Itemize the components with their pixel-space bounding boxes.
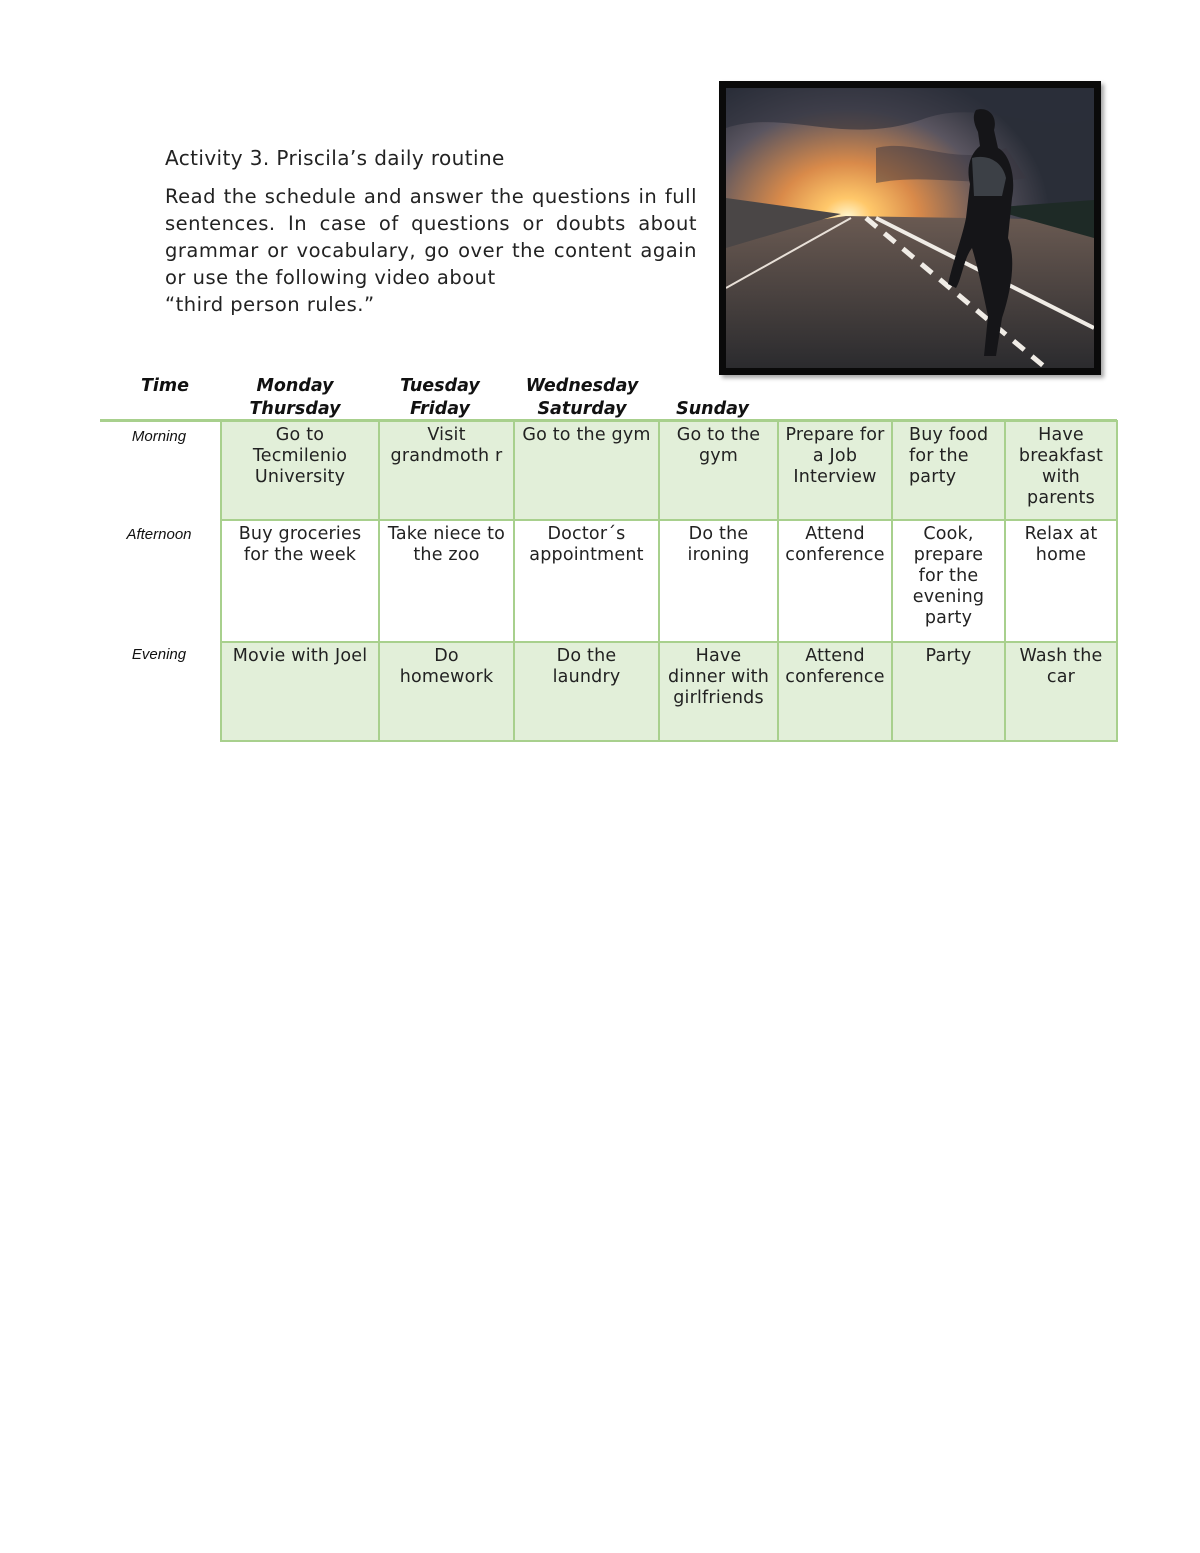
table-cell: Attend conference <box>778 642 892 741</box>
runner-sunset-image <box>726 88 1094 368</box>
table-cell: Buy groceries for the week <box>221 520 379 642</box>
table-cell: Have breakfast with parents <box>1005 421 1117 520</box>
header-col1-day2: Thursday <box>249 399 341 419</box>
row-label-afternoon: Afternoon <box>126 526 192 543</box>
table-row-afternoon <box>221 520 1117 642</box>
table-cell: Buy food for the party <box>892 421 1005 520</box>
table-cell: Prepare for a Job Interview <box>778 421 892 520</box>
table-cell: Have dinner with girlfriends <box>659 642 778 741</box>
table-row-evening <box>221 642 1117 741</box>
header-col2-day1: Tuesday <box>400 376 480 396</box>
header-col1-day1: Monday <box>256 376 334 396</box>
row-label-morning: Morning <box>131 428 187 445</box>
header-col4-day: Sunday <box>676 399 749 419</box>
table-cell: Do the ironing <box>659 520 778 642</box>
header-col3-day1: Wednesday <box>525 376 639 396</box>
activity-instructions <box>165 183 697 318</box>
runner-photo <box>719 81 1101 375</box>
instructions-text: Read the schedule and answer the questions in full sentences. In case of questions or doubts about grammar or vocabulary, go over the content again or use the following video about <box>165 185 697 289</box>
instructions-end: “third person rules.” <box>165 293 375 316</box>
table-cell: Party <box>892 642 1005 741</box>
header-col3-day2: Saturday <box>537 399 627 419</box>
table-cell: Doctor´s appointment <box>514 520 659 642</box>
table-cell: Movie with Joel <box>221 642 379 741</box>
table-cell: Relax at home <box>1005 520 1117 642</box>
table-cell: Attend conference <box>778 520 892 642</box>
table-cell: Do the laundry <box>514 642 659 741</box>
table-cell: Do homework <box>379 642 514 741</box>
header-time: Time <box>140 376 190 396</box>
table-cell: Go to the gym <box>659 421 778 520</box>
table-row-morning <box>221 421 1117 520</box>
table-cell: Go to the gym <box>514 421 659 520</box>
schedule-table <box>220 420 1118 742</box>
table-cell: Wash the car <box>1005 642 1117 741</box>
header-col2-day2: Friday <box>410 399 470 419</box>
table-cell: Visit grandmoth r <box>379 421 514 520</box>
activity-title: Activity 3. Priscila’s daily routine <box>165 146 505 170</box>
row-label-evening: Evening <box>131 646 187 663</box>
table-cell: Cook, prepare for the evening party <box>892 520 1005 642</box>
table-cell: Take niece to the zoo <box>379 520 514 642</box>
table-cell: Go to Tecmilenio University <box>221 421 379 520</box>
